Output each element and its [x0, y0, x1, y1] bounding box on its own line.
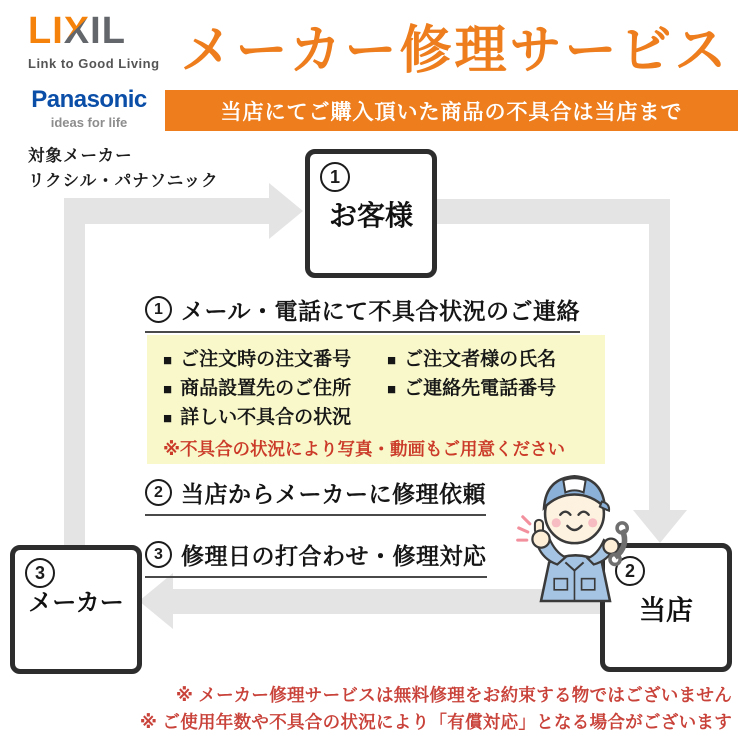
- arrow-shaft-vertical-left: [64, 198, 85, 545]
- emphasis-lines-icon: [518, 517, 530, 540]
- flow-box-store-number: 2: [615, 556, 645, 586]
- checklist-item: [163, 346, 387, 375]
- lixil-wordmark: LIXIL: [28, 10, 126, 52]
- step-3-number: 3: [145, 541, 172, 568]
- checklist-item: [163, 404, 351, 433]
- footer-disclaimer-line: ※ ご使用年数や不具合の状況により「有償対応」となる場合がございます: [139, 712, 732, 732]
- checklist-item-text: ご注文者様の氏名: [404, 349, 557, 370]
- checklist-item: [387, 375, 556, 404]
- target-makers-text: [28, 144, 219, 194]
- panasonic-wordmark: Panasonic: [31, 86, 147, 113]
- checklist-item: [163, 375, 387, 404]
- checklist-item-text: 詳しい不具合の状況: [180, 407, 352, 428]
- checklist-item-text: 商品設置先のご住所: [180, 378, 352, 399]
- step-3-heading: [145, 538, 487, 578]
- panasonic-tagline: ideas for life: [50, 115, 128, 130]
- arrowhead-left-icon: [139, 573, 173, 629]
- flow-box-maker: [10, 545, 142, 674]
- lixil-logo: [28, 12, 168, 71]
- square-bullet-icon: ■: [387, 352, 397, 369]
- checklist-warning-note: ※不具合の状況により写真・動画もご用意ください: [163, 439, 566, 459]
- checklist-item: [387, 346, 556, 375]
- repair-worker-illustration: [512, 461, 640, 603]
- flow-box-maker-number: 3: [25, 558, 55, 588]
- arrowhead-right-icon: [269, 183, 303, 239]
- checklist-item-text: ご連絡先電話番号: [404, 378, 557, 399]
- flow-box-store-label: 当店: [639, 595, 693, 625]
- step-1-label: メール・電話にて不具合状況のご連絡: [181, 298, 581, 324]
- arrow-shaft-horizontal-right: [437, 199, 670, 224]
- flow-box-customer: [305, 149, 437, 278]
- footer-disclaimer-line: ※ メーカー修理サービスは無料修理をお約束する物ではございません: [175, 685, 732, 705]
- banner-notice: 当店にてご購入頂いた商品の不具合は当店まで: [165, 90, 738, 131]
- footer-disclaimer: [140, 682, 732, 736]
- square-bullet-icon: ■: [163, 381, 173, 398]
- flow-box-customer-number: 1: [320, 162, 350, 192]
- step-2-number: 2: [145, 479, 172, 506]
- square-bullet-icon: ■: [163, 410, 173, 427]
- flow-box-customer-label: お客様: [328, 199, 413, 231]
- square-bullet-icon: ■: [163, 352, 173, 369]
- page-title: メーカー修理サービス: [180, 21, 730, 80]
- lixil-tagline: Link to Good Living: [28, 56, 160, 71]
- checklist-row: [163, 375, 591, 404]
- step-2-label: 当店からメーカーに修理依頼: [181, 481, 487, 507]
- arrow-shaft-horizontal-top: [64, 198, 270, 224]
- square-bullet-icon: ■: [387, 381, 397, 398]
- panasonic-logo: [24, 88, 154, 130]
- step-1-heading: [145, 293, 580, 333]
- target-makers-heading: 対象メーカー: [28, 147, 133, 165]
- target-makers-value: リクシル・パナソニック: [28, 172, 219, 190]
- arrowhead-down-icon: [633, 510, 687, 543]
- flow-box-maker-label: メーカー: [28, 589, 124, 617]
- checklist-row: [163, 346, 591, 375]
- checklist-item-text: ご注文時の注文番号: [180, 349, 352, 370]
- step-3-label: 修理日の打合わせ・修理対応: [181, 543, 487, 569]
- contact-info-checklist: [147, 335, 605, 464]
- checklist-row: [163, 404, 591, 433]
- step-2-heading: [145, 476, 486, 516]
- arrow-shaft-vertical-right: [649, 199, 670, 511]
- step-1-number: 1: [145, 296, 172, 323]
